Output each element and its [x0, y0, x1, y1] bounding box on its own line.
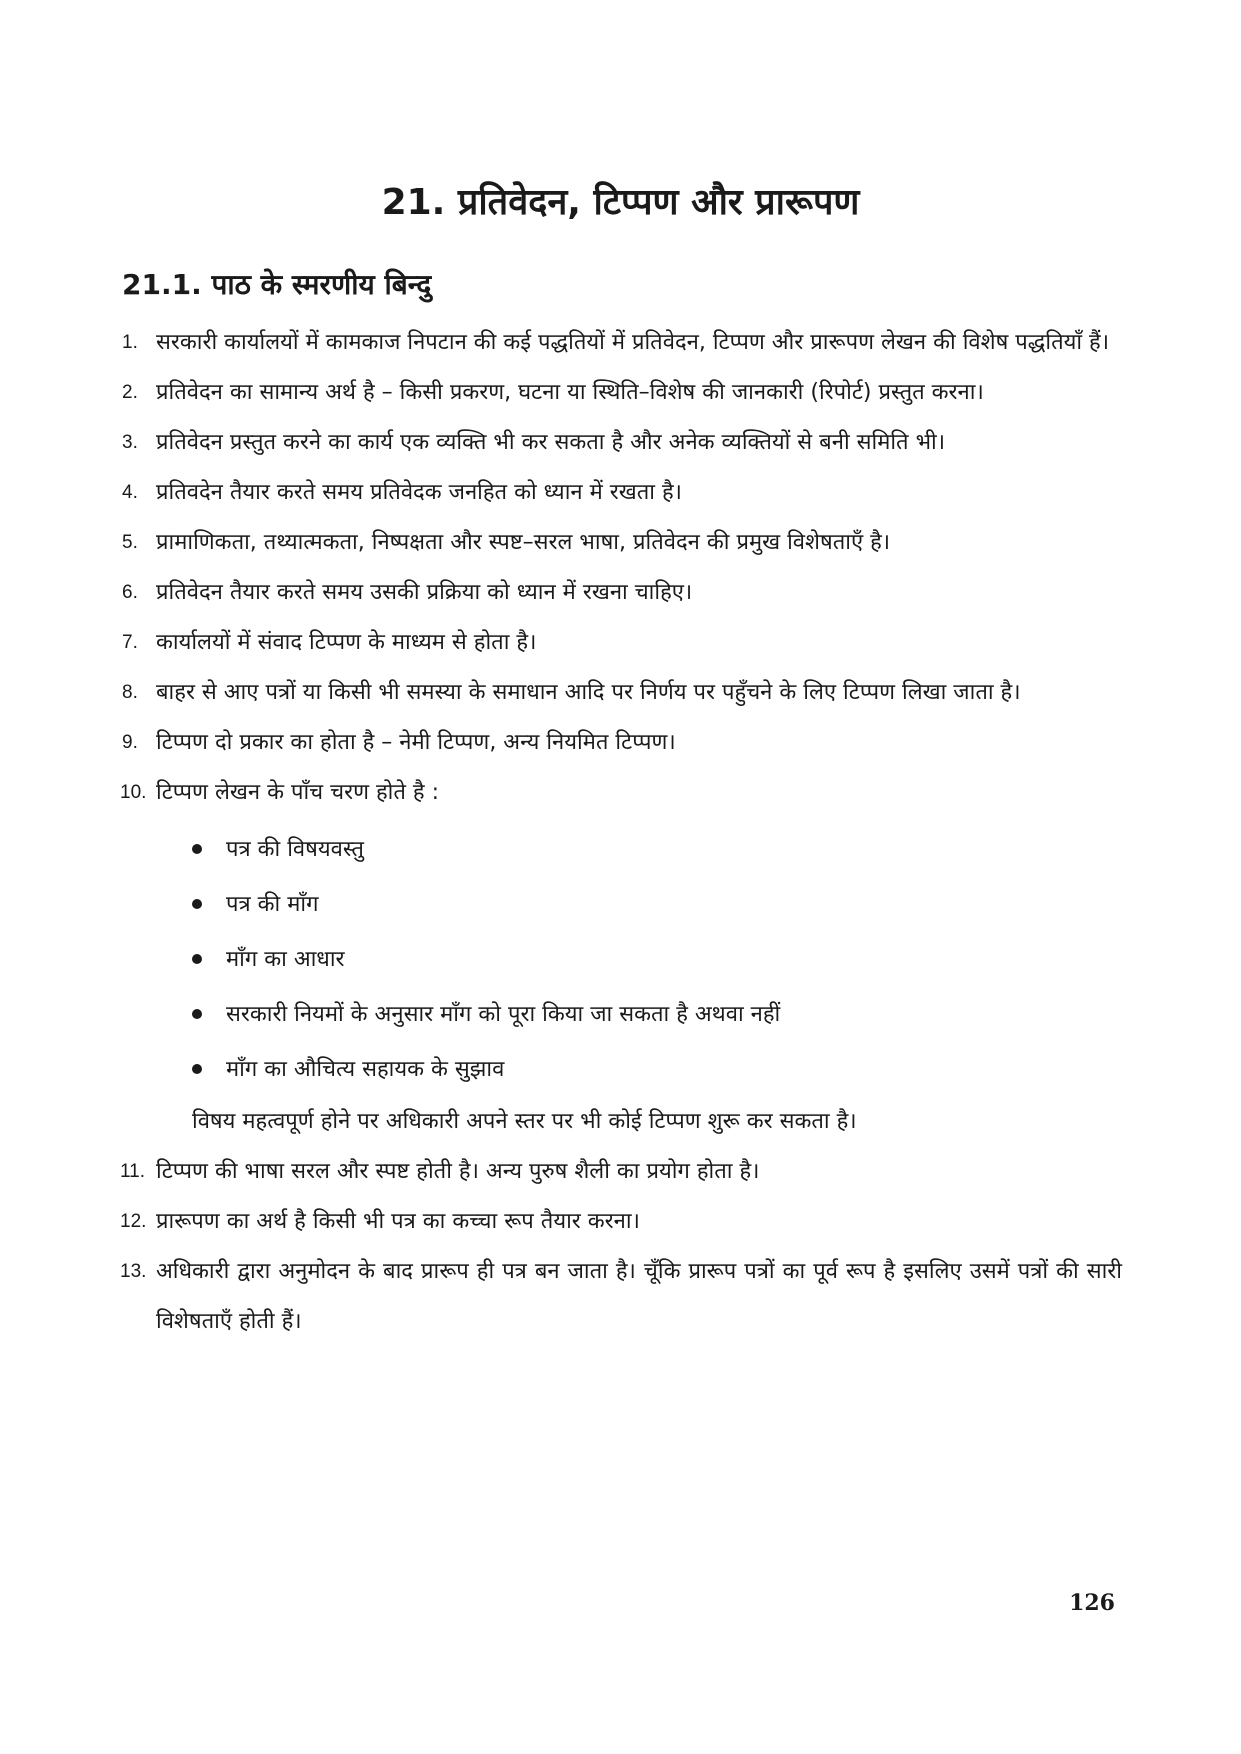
chapter-title: 21. प्रतिवेदन, टिप्पण और प्रारूपण: [381, 182, 860, 223]
item-text: कार्यालयों में संवाद टिप्पण के माध्यम से होता है।: [156, 630, 537, 655]
item-number: 6.: [122, 582, 138, 603]
bullet-icon: [192, 899, 202, 909]
list-item: [122, 768, 1122, 1147]
item-number: 2.: [122, 382, 138, 403]
item-text: टिप्पण की भाषा सरल और स्पष्ट होती है। अन्य पुरुष शैली का प्रयोग होता है।: [156, 1159, 760, 1184]
item-number: 12.: [120, 1211, 147, 1232]
list-item: [122, 568, 1122, 618]
stage-text: माँग का औचित्य सहायक के सुझाव: [226, 1057, 505, 1082]
item-text: बाहर से आए पत्रों या किसी भी समस्या के समाधान आदि पर निर्णय पर पहुँचने के लिए टिप्पण लिखा जाता है।: [156, 680, 1021, 705]
item-text: प्रतिवदेन तैयार करते समय प्रतिवेदक जनहित को ध्यान में रखता है।: [156, 480, 682, 505]
bullet-icon: [192, 1064, 202, 1074]
list-item: [122, 368, 1122, 418]
page-number: 126: [1069, 1590, 1115, 1616]
list-item: [122, 468, 1122, 518]
list-item: [122, 1197, 1122, 1247]
stage-text: सरकारी नियमों के अनुसार माँग को पूरा किया जा सकता है अथवा नहीं: [226, 1002, 781, 1027]
item-text: टिप्पण लेखन के पाँच चरण होते है :: [156, 780, 439, 805]
list-item: [122, 318, 1122, 368]
stage-text: माँग का आधार: [226, 947, 345, 972]
item-text: प्रतिवेदन तैयार करते समय उसकी प्रक्रिया को ध्यान में रखना चाहिए।: [156, 580, 693, 605]
item-number: 13.: [120, 1261, 147, 1282]
item-number: 8.: [122, 682, 138, 703]
item-text: प्रारूपण का अर्थ है किसी भी पत्र का कच्चा रूप तैयार करना।: [156, 1209, 640, 1234]
section-heading: 21.1. पाठ के स्मरणीय बिन्दु: [122, 268, 432, 301]
item-text: अधिकारी द्वारा अनुमोदन के बाद प्रारूप ही पत्र बन जाता है। चूँकि प्रारूप पत्रों का पूर्व रूप है इसलिए उसमें पत्रों की सारी विशेषताएँ होती हैं।: [156, 1259, 1122, 1334]
item-number: 11.: [120, 1161, 146, 1182]
stage-item: [192, 987, 1122, 1042]
list-item: [122, 668, 1122, 718]
item-number: 1.: [122, 332, 138, 353]
item-text: प्रतिवेदन प्रस्तुत करने का कार्य एक व्यक्ति भी कर सकता है और अनेक व्यक्तियों से बनी समिति भी।: [156, 430, 946, 455]
list-item: [122, 1247, 1122, 1347]
list-item: [122, 518, 1122, 568]
item-number: 9.: [122, 732, 138, 753]
stage-text: पत्र की माँग: [226, 892, 319, 917]
item-text: सरकारी कार्यालयों में कामकाज निपटान की कई पद्धतियों में प्रतिवेदन, टिप्पण और प्रारूपण लेखन की विशेष पद्धतियाँ हैं।: [156, 330, 1110, 355]
stage-item: [192, 932, 1122, 987]
list-item: [122, 618, 1122, 668]
item-number: 5.: [122, 532, 138, 553]
bullet-icon: [192, 1009, 202, 1019]
bullet-icon: [192, 954, 202, 964]
stage-item: [192, 877, 1122, 932]
item-text: टिप्पण दो प्रकार का होता है – नेमी टिप्पण, अन्य नियमित टिप्पण।: [156, 730, 676, 755]
list-item: [122, 718, 1122, 768]
stages-note: विषय महत्वपूर्ण होने पर अधिकारी अपने स्तर पर भी कोई टिप्पण शुरू कर सकता है।: [192, 1109, 857, 1134]
bullet-icon: [192, 844, 202, 854]
item-text: प्रामाणिकता, तथ्यात्मकता, निष्पक्षता और स्पष्ट–सरल भाषा, प्रतिवेदन की प्रमुख विशेषताएँ है।: [156, 530, 891, 555]
item-text: प्रतिवेदन का सामान्य अर्थ है – किसी प्रकरण, घटना या स्थिति–विशेष की जानकारी (रिपोर्ट) प्रस्तुत करना।: [156, 380, 984, 405]
stage-item: [192, 1042, 1122, 1097]
item-number: 4.: [122, 482, 138, 503]
stage-item: [192, 822, 1122, 877]
stages-list: [156, 822, 1122, 1097]
item-number: 10.: [120, 782, 147, 803]
item-number: 3.: [122, 432, 138, 453]
item-number: 7.: [122, 632, 138, 653]
list-item: [122, 1147, 1122, 1197]
key-points-list: [122, 318, 1122, 1347]
list-item: [122, 418, 1122, 468]
stage-text: पत्र की विषयवस्तु: [226, 837, 364, 862]
